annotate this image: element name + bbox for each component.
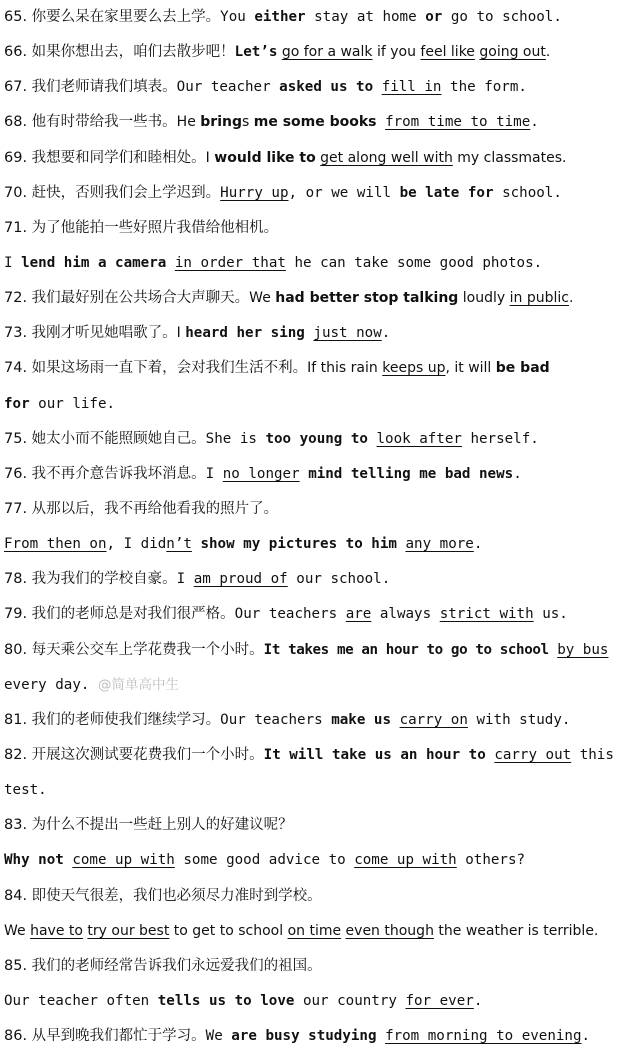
- text-segment: Our teacher often: [4, 992, 158, 1009]
- text-line: [0, 422, 640, 457]
- text-segment: .: [581, 1028, 591, 1045]
- text-line: [0, 246, 640, 281]
- chinese-sentence: 78. 我为我们的学校自豪。: [4, 571, 177, 588]
- text-line: [0, 35, 640, 70]
- bold-phrase: asked us to: [279, 79, 374, 96]
- text-line: [0, 351, 640, 386]
- underlined-phrase: fill in: [381, 79, 442, 96]
- text-segment: Our teachers: [220, 711, 332, 728]
- text-segment: go to school.: [442, 9, 562, 25]
- underlined-phrase: look after: [376, 430, 462, 447]
- chinese-sentence: 77. 从那以后，我不再给他看我的照片了。: [4, 500, 279, 517]
- underlined-phrase: no longer: [222, 465, 300, 482]
- text-line: [0, 316, 640, 351]
- text-line: [0, 808, 640, 843]
- underlined-phrase: going out: [479, 44, 546, 61]
- bold-phrase: for: [4, 395, 30, 412]
- bold-phrase: Why not: [4, 852, 64, 869]
- text-segment: I: [176, 571, 194, 588]
- text-line: [0, 738, 640, 773]
- text-line: [0, 211, 640, 246]
- text-segment: s: [241, 114, 254, 131]
- underlined-phrase: carry on: [399, 711, 468, 728]
- text-line: [0, 0, 640, 35]
- chinese-sentence: 81. 我们的老师使我们继续学习。: [4, 711, 221, 728]
- underlined-phrase: try our best: [87, 922, 170, 939]
- text-segment: .: [381, 325, 391, 342]
- text-segment: She is: [205, 430, 266, 447]
- bold-phrase: show my pictures to him: [200, 536, 397, 553]
- chinese-sentence: 74. 如果这场雨一直下着，会对我们生活不利。: [4, 360, 308, 377]
- bold-phrase: It will take us an hour to: [263, 746, 486, 763]
- text-line: [0, 1019, 640, 1054]
- text-segment: always: [371, 606, 440, 623]
- underlined-phrase: have to: [30, 922, 83, 939]
- underlined-phrase: on time: [287, 922, 342, 939]
- text-segment: [373, 79, 382, 95]
- chinese-sentence: 80. 每天乘公交车上学花费我一个小时。: [4, 641, 264, 658]
- chinese-sentence: 79. 我们的老师总是对我们很严格。: [4, 606, 235, 623]
- text-segment: every day.: [4, 676, 98, 693]
- chinese-sentence: 70. 赶快，否则我们会上学迟到。: [4, 184, 221, 201]
- bold-phrase: are busy studying: [231, 1028, 377, 1045]
- bold-phrase: be bad: [495, 360, 550, 377]
- text-segment: .: [473, 536, 483, 553]
- chinese-sentence: 68. 他有时带给我一些书。: [4, 114, 177, 131]
- chinese-sentence: 73. 我刚才听见她唱歌了。: [4, 325, 177, 342]
- bold-phrase: tells us to love: [157, 992, 295, 1009]
- chinese-sentence: 71. 为了他能拍一些好照片我借给他相机。: [4, 219, 279, 236]
- underlined-phrase: in order that: [174, 254, 286, 271]
- text-segment: I: [176, 325, 186, 342]
- bold-phrase: too young to: [265, 430, 368, 447]
- bold-phrase: mind telling me bad news: [308, 465, 514, 482]
- bold-phrase: be late for: [399, 184, 494, 201]
- chinese-sentence: 85. 我们的老师经常告诉我们永远爱我们的祖国。: [4, 957, 322, 974]
- text-line: [0, 984, 640, 1019]
- text-segment: my classmates.: [452, 149, 567, 166]
- text-line: [0, 105, 640, 140]
- text-segment: , it will: [445, 360, 496, 377]
- underlined-phrase: from time to time: [385, 114, 531, 131]
- chinese-sentence: 66. 如果你想出去，咱们去散步吧！: [4, 44, 235, 61]
- text-line: [0, 773, 640, 808]
- text-segment: We: [4, 922, 31, 939]
- bold-phrase: either: [254, 9, 306, 25]
- text-line: [0, 703, 640, 738]
- text-segment: [549, 642, 558, 658]
- underlined-phrase: get along well with: [320, 149, 453, 166]
- bold-phrase: had better stop talking: [275, 290, 459, 307]
- text-segment: some good advice to: [174, 852, 355, 869]
- underlined-phrase: n’t: [166, 536, 192, 553]
- text-line: [0, 141, 640, 176]
- text-segment: [300, 466, 309, 482]
- bold-phrase: bring: [200, 114, 242, 131]
- text-segment: test.: [4, 782, 47, 799]
- text-segment: , I did: [106, 536, 167, 553]
- text-line: [0, 492, 640, 527]
- text-segment: us.: [533, 606, 568, 623]
- text-segment: .: [545, 44, 551, 61]
- text-line: [0, 387, 640, 422]
- text-line: [0, 562, 640, 597]
- underlined-phrase: go for a walk: [281, 44, 373, 61]
- chinese-sentence: 67. 我们老师请我们填表。: [4, 79, 177, 96]
- chinese-sentence: 86. 从早到晚我们都忙于学习。: [4, 1028, 206, 1045]
- text-line: [0, 879, 640, 914]
- chinese-sentence: 82. 开展这次测试要花费我们一个小时。: [4, 746, 264, 763]
- text-segment: We: [249, 290, 276, 307]
- bold-phrase: would like to: [214, 149, 316, 166]
- bold-phrase: It takes me an hour to go to school: [263, 641, 549, 658]
- bold-phrase: Let’s: [234, 44, 278, 61]
- text-line: [0, 457, 640, 492]
- text-line: [0, 914, 640, 949]
- text-line: [0, 949, 640, 984]
- underlined-phrase: strict with: [439, 606, 534, 623]
- text-segment: to get to school: [169, 922, 288, 939]
- chinese-sentence: 83. 为什么不提出一些赶上别人的好建议呢？: [4, 817, 293, 834]
- text-segment: herself.: [461, 430, 539, 447]
- chinese-sentence: 84. 即使天气很差，我们也必须尽力准时到学校。: [4, 887, 322, 904]
- chinese-sentence: 72. 我们最好别在公共场合大声聊天。: [4, 290, 250, 307]
- chinese-sentence: 65. 你要么呆在家里要么去上学。: [4, 9, 221, 25]
- text-segment: , or we will: [288, 184, 400, 201]
- text-line: [0, 70, 640, 105]
- text-segment: the form.: [441, 79, 527, 96]
- underlined-phrase: come up with: [72, 852, 175, 869]
- bold-phrase: lend him a camera: [21, 254, 167, 271]
- underlined-phrase: keeps up: [382, 360, 446, 377]
- text-line: [0, 176, 640, 211]
- text-segment: [391, 712, 400, 728]
- watermark: @简单高中生: [97, 676, 179, 693]
- text-segment: loudly: [458, 290, 510, 307]
- underlined-phrase: are: [345, 606, 372, 623]
- text-segment: stay at home: [305, 9, 426, 25]
- text-line: [0, 668, 640, 703]
- text-segment: the weather is terrible.: [433, 922, 599, 939]
- text-segment: if you: [372, 44, 421, 61]
- text-segment: He: [176, 114, 201, 131]
- underlined-phrase: from morning to evening: [385, 1028, 582, 1045]
- text-line: [0, 281, 640, 316]
- text-segment: others?: [456, 852, 526, 869]
- underlined-phrase: just now: [313, 325, 382, 342]
- chinese-sentence: 75. 她太小而不能照顾她自己。: [4, 430, 206, 447]
- text-segment: our life.: [29, 395, 116, 412]
- underlined-phrase: come up with: [354, 852, 457, 869]
- text-segment: [377, 114, 386, 130]
- underlined-phrase: in public: [509, 290, 569, 307]
- text-segment: our school.: [287, 571, 391, 588]
- text-segment: We: [205, 1028, 232, 1045]
- text-segment: I: [205, 465, 223, 482]
- text-segment: [368, 431, 377, 447]
- underlined-phrase: From then on: [4, 536, 107, 553]
- underlined-phrase: am proud of: [193, 571, 288, 588]
- text-segment: .: [530, 114, 539, 131]
- bold-phrase: or: [425, 9, 443, 25]
- text-segment: .: [473, 992, 483, 1009]
- chinese-sentence: 76. 我不再介意告诉我坏消息。: [4, 465, 206, 482]
- text-segment: Our teacher: [176, 79, 280, 96]
- text-segment: Our teachers: [234, 606, 346, 623]
- text-segment: If this rain: [307, 360, 383, 377]
- bold-phrase: make us: [331, 711, 392, 728]
- text-segment: school.: [493, 184, 562, 201]
- text-segment: .: [513, 465, 522, 482]
- text-segment: I: [205, 149, 215, 166]
- text-segment: with study.: [467, 711, 571, 728]
- text-segment: .: [568, 290, 574, 307]
- underlined-phrase: even though: [345, 922, 434, 939]
- text-line: [0, 527, 640, 562]
- text-line: [0, 843, 640, 878]
- underlined-phrase: any more: [405, 536, 474, 553]
- text-line: [0, 597, 640, 632]
- bold-phrase: me some books: [253, 114, 377, 131]
- text-segment: this: [571, 746, 614, 763]
- underlined-phrase: carry out: [494, 746, 572, 763]
- underlined-phrase: Hurry up: [220, 184, 289, 201]
- text-segment: [166, 255, 175, 271]
- underlined-phrase: feel like: [420, 44, 475, 61]
- bold-phrase: heard her sing: [185, 325, 305, 342]
- text-segment: You: [220, 9, 255, 25]
- text-line: [0, 633, 640, 668]
- text-segment: I: [4, 254, 22, 271]
- underlined-phrase: for ever: [405, 992, 474, 1009]
- text-segment: he can take some good photos.: [285, 254, 543, 271]
- underlined-phrase: by bus: [557, 641, 609, 658]
- chinese-sentence: 69. 我想要和同学们和睦相处。: [4, 149, 206, 166]
- text-segment: our country: [294, 992, 406, 1009]
